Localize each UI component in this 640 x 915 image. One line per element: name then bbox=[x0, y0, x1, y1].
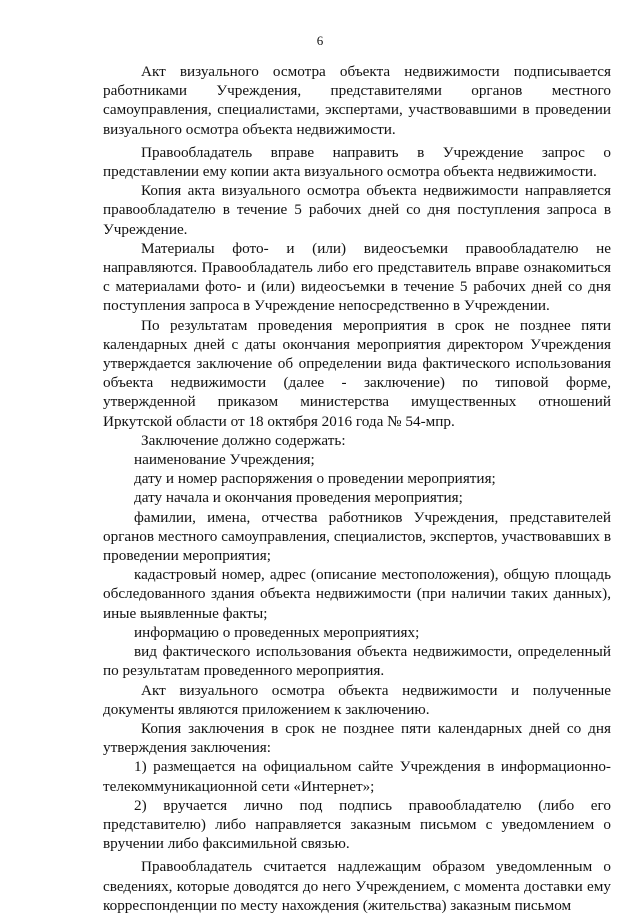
page-number: 6 bbox=[316, 33, 324, 48]
list-item-events-info: информацию о проведенных мероприятиях; bbox=[134, 623, 420, 641]
paragraph-act-attachment: Акт визуального осмотра объекта недвижимости и полученные документы являются приложением к заключению. bbox=[103, 681, 611, 718]
list-item-website-publication: 1) размещается на официальном сайте Учреждения в информационно-телекоммуникационной сети «Интернет»; bbox=[103, 758, 611, 795]
paragraph-notification: Правообладатель считается надлежащим образом уведомленным о сведениях, которые доводятся до него Учреждением, с момента доставки ему корреспонденции по месту нахождения (жительства) заказным письмом bbox=[103, 858, 611, 914]
list-item-personal-delivery: 2) вручается лично под подпись правообладателю (либо его представителю) либо направляется заказным письмом с уведомлением о вручении либо факсимильной связью. bbox=[103, 796, 611, 853]
paragraph-conclusion-contents: Заключение должно содержать: bbox=[141, 431, 346, 449]
list-item-institution-name: наименование Учреждения; bbox=[134, 451, 315, 469]
paragraph-conclusion-copy: Копия заключения в срок не позднее пяти календарных дней со дня утверждения заключения: bbox=[103, 719, 611, 757]
list-item-order-date-number: дату и номер распоряжения о проведении мероприятия; bbox=[134, 470, 496, 488]
document-body bbox=[103, 62, 611, 915]
paragraph-photo-materials: Материалы фото- и (или) видеосъемки правообладателю не направляются. Правообладатель либо его представитель вправе ознакомиться с материалами фото- и (или) видеосъемки в течение 5 рабочих дней со дня поступления запроса в Учреждение непосредственно в Учреждении. bbox=[103, 239, 611, 315]
paragraph-copy-request: Правообладатель вправе направить в Учреждение запрос о представлении ему копии акта визуального осмотра объекта недвижимости. bbox=[103, 143, 611, 181]
paragraph-conclusion-approval: По результатам проведения мероприятия в срок не позднее пяти календарных дней с даты окончания мероприятия директором Учреждения утверждается заключение об определении вида фактического использования объекта недвижимости (далее - заключение) по типовой форме, утвержденной приказом министерства имущественных отношений Иркутской области от 18 октября 2016 года № 54-мпр. bbox=[103, 316, 611, 430]
list-item-cadastral-number: кадастровый номер, адрес (описание местоположения), общую площадь обследованного здания объекта недвижимости (при наличии таких данных), иные выявленные факты; bbox=[103, 566, 611, 622]
list-item-event-dates: дату начала и окончания проведения мероприятия; bbox=[134, 489, 463, 507]
list-item-actual-use: вид фактического использования объекта недвижимости, определенный по результатам проведенного мероприятия. bbox=[103, 643, 611, 680]
paragraph-act-signing: Акт визуального осмотра объекта недвижимости подписывается работниками Учреждения, представителями органов местного самоуправления, специалистами, экспертами, участвовавшими в проведении визуального осмотра объекта недвижимости. bbox=[103, 63, 611, 138]
list-item-participants: фамилии, имена, отчества работников Учреждения, представителей органов местного самоуправления, специалистов, экспертов, участвовавших в проведении мероприятия; bbox=[103, 508, 611, 565]
paragraph-copy-sending: Копия акта визуального осмотра объекта недвижимости направляется правообладателю в течение 5 рабочих дней со дня поступления запроса в Учреждение. bbox=[103, 182, 611, 238]
